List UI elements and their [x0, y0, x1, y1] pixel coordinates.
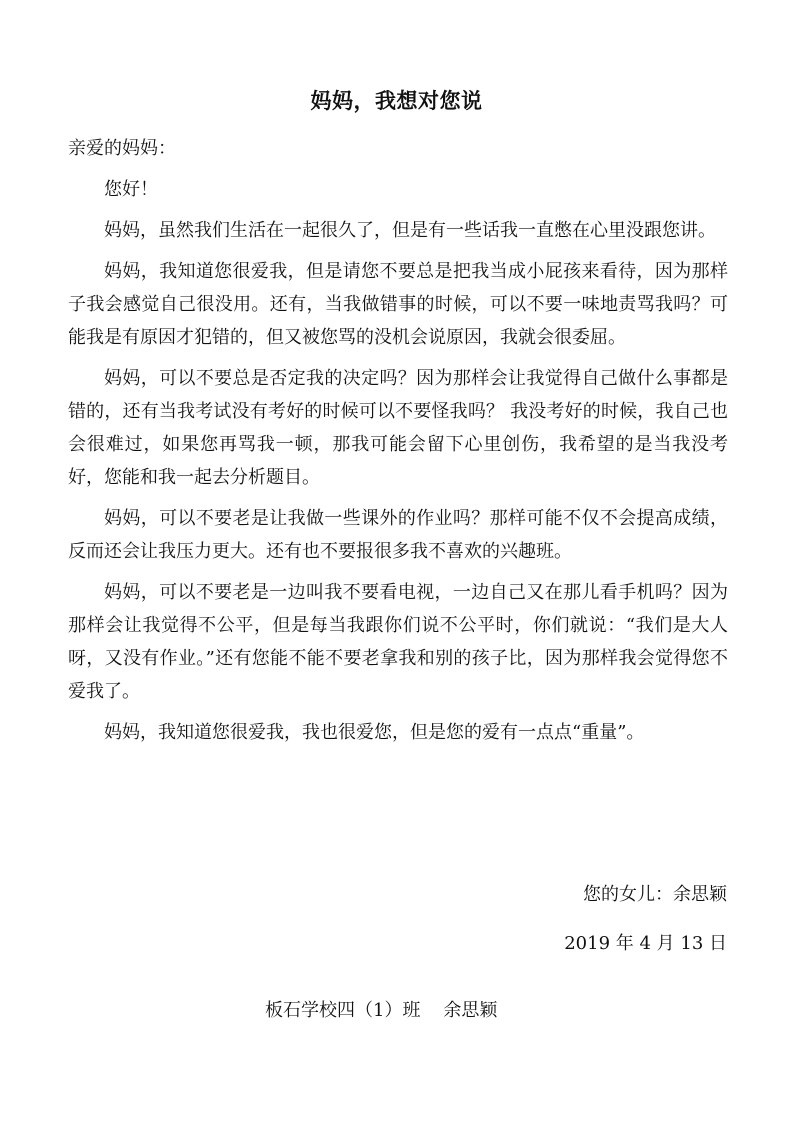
letter-paragraph: 您好！ — [104, 179, 158, 200]
letter-paragraph: 妈妈，可以不要老是一边叫我不要看电视，一边自己又在那儿看手机吗？因为那样会让我觉得不公平，但是每当我跟你们说不公平时，你们就说：“我们是大人呀，又没有作业。”还有您能不能不要老拿我和别的孩子比，因为那样我会觉得您不爱我了。 — [68, 582, 728, 702]
letter-signature: 您的女儿：余思颖 — [583, 884, 727, 905]
letter-signoff — [564, 880, 727, 959]
letter-paragraph: 妈妈，我知道您很爱我，但是请您不要总是把我当成小屁孩来看待，因为那样子我会感觉自己很没用。还有，当我做错事的时候，可以不要一味地责骂我吗？可能我是有原因才犯错的，但又被您骂的没机会说原因，我就会很委屈。 — [68, 261, 728, 348]
letter-paragraph: 妈妈，虽然我们生活在一起很久了，但是有一些话我一直憋在心里没跟您讲。 — [104, 220, 716, 241]
letter-date: 2019 年 4 月 13 日 — [564, 933, 727, 954]
letter-paragraph: 妈妈，可以不要老是让我做一些课外的作业吗？那样可能不仅不会提高成绩，反而还会让我压力更大。还有也不要报很多我不喜欢的兴趣班。 — [68, 508, 728, 562]
letter-paragraph: 妈妈，我知道您很爱我，我也很爱您，但是您的爱有一点点“重量”。 — [104, 722, 645, 743]
author-class-footer: 板石学校四（1）班 余思颖 — [265, 1000, 498, 1021]
letter-paragraph: 妈妈，可以不要总是否定我的决定吗？因为那样会让我觉得自己做什么事都是错的，还有当我考试没有考好的时候可以不要怪我吗？ 我没考好的时候，我自己也会很难过，如果您再骂我一顿，那我可能会留下心里创伤，我希望的是当我没考好，您能和我一起去分析题目。 — [68, 368, 728, 488]
letter-title: 妈妈，我想对您说 — [310, 88, 483, 113]
letter-body — [68, 132, 728, 749]
letter-salutation: 亲爱的妈妈： — [68, 138, 176, 159]
